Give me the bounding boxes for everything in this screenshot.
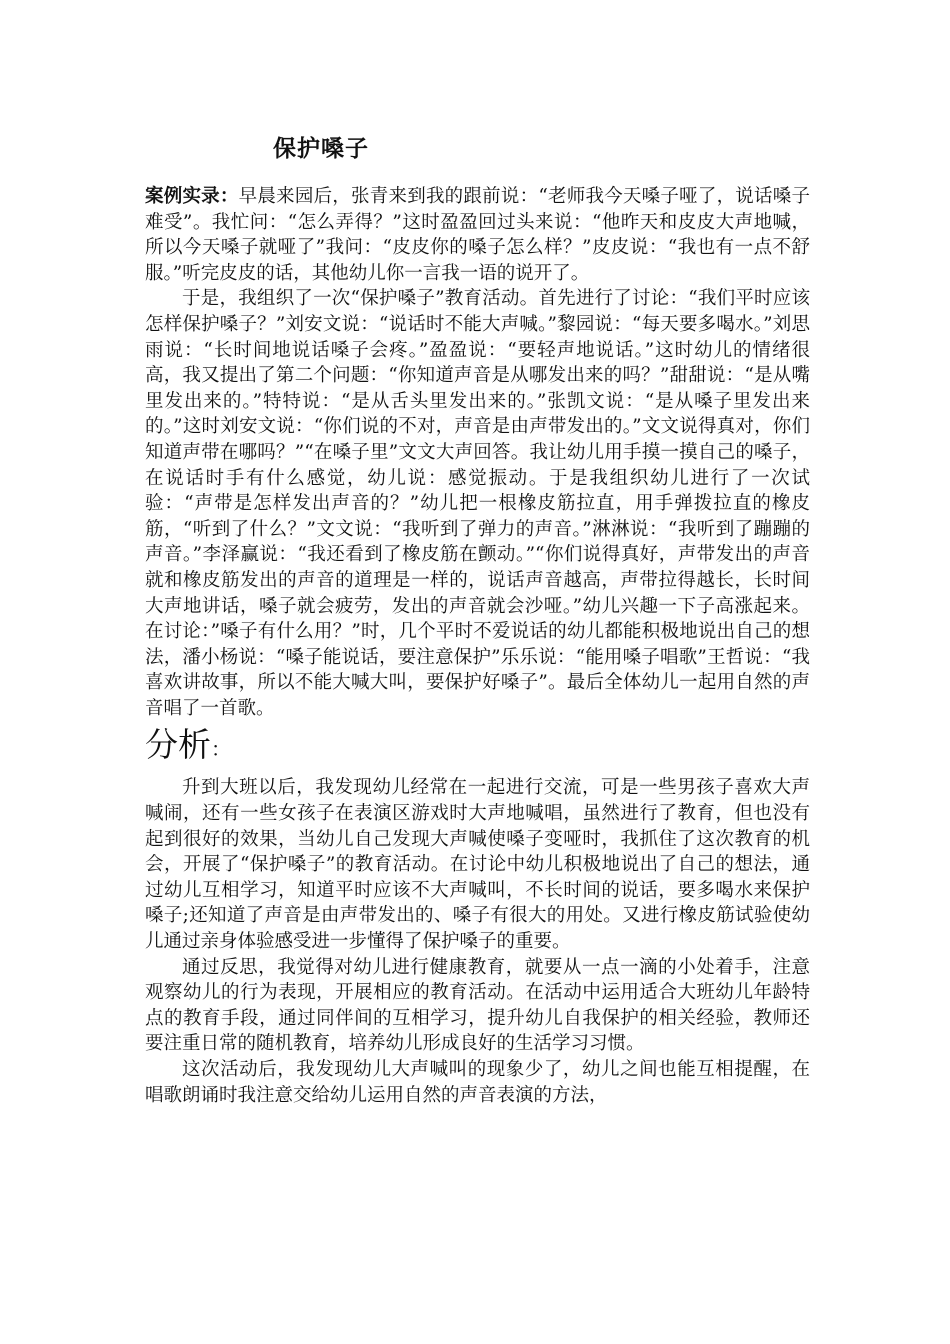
case-label: 案例实录： <box>145 186 239 207</box>
analysis-paragraph-2: 通过反思，我觉得对幼儿进行健康教育，就要从一点一滴的小处着手，注意观察幼儿的行为表现，开展相应的教育活动。在活动中运用适合大班幼儿年龄特点的教育手段，通过同伴间的互相学习，提升幼儿自我保护的相关经验，教师还要注重日常的随机教育，培养幼儿形成良好的生活学习习惯。 <box>145 956 810 1055</box>
document-title: 保护嗓子 <box>273 136 369 162</box>
analysis-heading <box>145 723 810 771</box>
case-paragraph-1-text: 早晨来园后，张青来到我的跟前说：“老师我今天嗓子哑了，说话嗓子难受”。我忙问：“怎么弄得？”这时盈盈回过头来说：“他昨天和皮皮大声地喊，所以今天嗓子就哑了”我问：“皮皮你的嗓子怎么样？”皮皮说：“我也有一点不舒服。”听完皮皮的话，其他幼儿你一言我一语的说开了。 <box>145 186 810 284</box>
case-paragraph-1 <box>145 184 810 286</box>
analysis-heading-text: 分析 <box>145 725 211 765</box>
case-paragraph-2: 于是，我组织了一次“保护嗓子”教育活动。首先进行了讨论：“我们平时应该怎样保护嗓子？”刘安文说：“说话时不能大声喊。”黎园说：“每天要多喝水。”刘思雨说：“长时间地说话嗓子会疼。”盈盈说：“要轻声地说话。”这时幼儿的情绪很高，我又提出了第二个问题：“你知道声音是从哪发出来的吗？”甜甜说：“是从嘴里发出来的。”特特说：“是从舌头里发出来的。”张凯文说：“是从嗓子里发出来的。”这时刘安文说：“你们说的不对，声音是由声带发出的。”文文说得真对，你们知道声带在哪吗？”“在嗓子里”文文大声回答。我让幼儿用手摸一摸自己的嗓子，在说话时手有什么感觉，幼儿说：感觉振动。于是我组织幼儿进行了一次试验：“声带是怎样发出声音的？”幼儿把一根橡皮筋拉直，用手弹拨拉直的橡皮筋，“听到了什么？”文文说：“我听到了弹力的声音。”淋淋说：“我听到了蹦蹦的声音。”李泽赢说：“我还看到了橡皮筋在颤动。”“你们说得真好，声带发出的声音就和橡皮筋发出的声音的道理是一样的，说话声音越高，声带拉得越长，长时间大声地讲话，嗓子就会疲劳，发出的声音就会沙哑。”幼儿兴趣一下子高涨起来。在讨论：”嗓子有什么用？”时，几个平时不爱说话的幼儿都能积极地说出自己的想法，潘小杨说：“嗓子能说话，要注意保护”乐乐说：“能用嗓子唱歌”王哲说：“我喜欢讲故事，所以不能大喊大叫，要保护好嗓子”。最后全体幼儿一起用自然的声音唱了一首歌。 <box>145 288 810 719</box>
analysis-heading-colon: ： <box>211 737 231 762</box>
analysis-paragraph-3: 这次活动后，我发现幼儿大声喊叫的现象少了，幼儿之间也能互相提醒，在唱歌朗诵时我注意交给幼儿运用自然的声音表演的方法， <box>145 1059 810 1106</box>
document-page <box>145 130 810 1108</box>
analysis-paragraph-1: 升到大班以后，我发现幼儿经常在一起进行交流，可是一些男孩子喜欢大声喊闹，还有一些女孩子在表演区游戏时大声地喊唱，虽然进行了教育，但也没有起到很好的效果，当幼儿自己发现大声喊使嗓子变哑时，我抓住了这次教育的机会，开展了“保护嗓子”的教育活动。在讨论中幼儿积极地说出了自己的想法，通过幼儿互相学习，知道平时应该不大声喊叫，不长时间的说话，要多喝水来保护嗓子;还知道了声音是由声带发出的、嗓子有很大的用处。又进行橡皮筋试验使幼儿通过亲身体验感受进一步懂得了保护嗓子的重要。 <box>145 777 810 953</box>
